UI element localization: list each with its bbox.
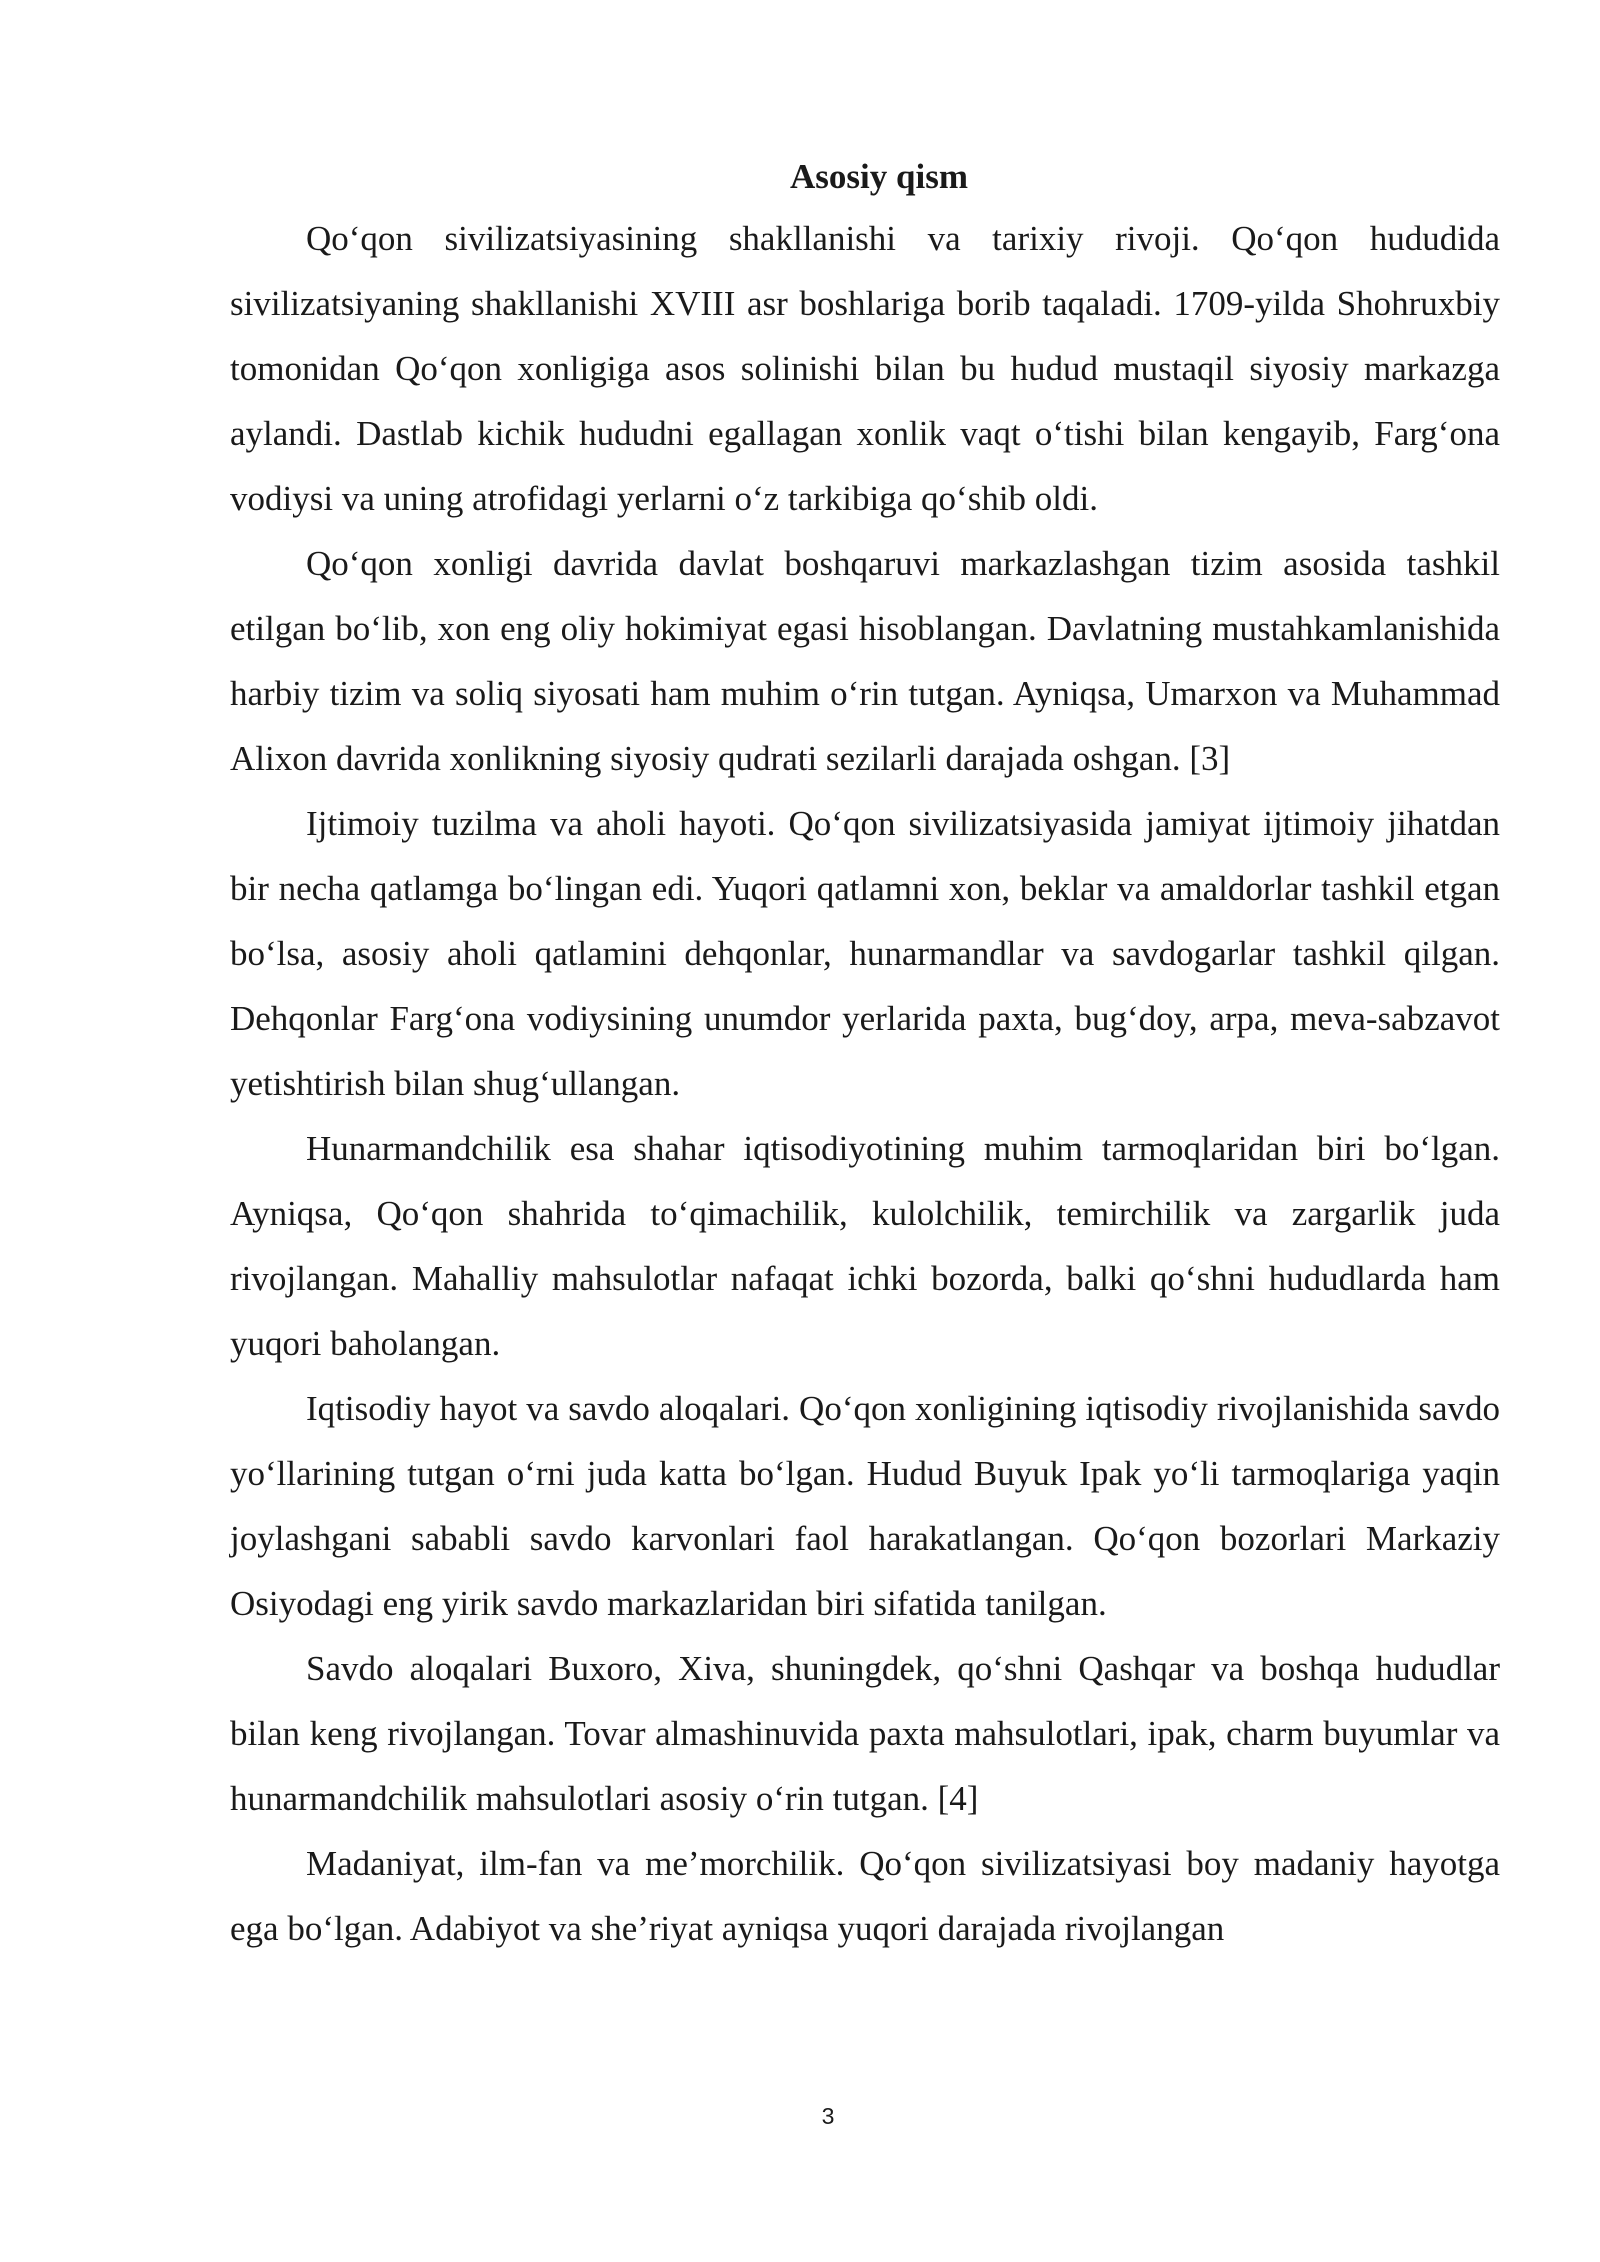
paragraph-1: Qo‘qon sivilizatsiyasining shakllanishi va tarixiy rivoji. Qo‘qon hududida sivilizatsiyaning shakllanishi XVIII asr boshlariga borib taqaladi. 1709-yilda Shohruxbiy tomonidan Qo‘qon xonligiga asos solinishi bilan bu hudud mustaqil siyosiy markazga aylandi. Dastlab kichik hududni egallagan xonlik vaqt o‘tishi bilan kengayib, Farg‘ona vodiysi va uning atrofidagi yerlarni o‘z tarkibiga qo‘shib oldi. [230, 219, 1500, 518]
page-content [230, 148, 1500, 1961]
page-number: 3 [821, 2103, 835, 2129]
paragraph-4: Hunarmandchilik esa shahar iqtisodiyotining muhim tarmoqlaridan biri bo‘lgan. Ayniqsa, Qo‘qon shahrida to‘qimachilik, kulolchilik, temirchilik va zargarlik juda rivojlangan. Mahalliy mahsulotlar nafaqat ichki bozorda, balki qo‘shni hududlarda ham yuqori baholangan. [230, 1129, 1500, 1363]
paragraph-6: Savdo aloqalari Buxoro, Xiva, shuningdek, qo‘shni Qashqar va boshqa hududlar bilan keng rivojlangan. Tovar almashinuvida paxta mahsulotlari, ipak, charm buyumlar va hunarmandchilik mahsulotlari asosiy o‘rin tutgan. [4] [230, 1649, 1500, 1818]
paragraph-3: Ijtimoiy tuzilma va aholi hayoti. Qo‘qon sivilizatsiyasida jamiyat ijtimoiy jihatdan bir necha qatlamga bo‘lingan edi. Yuqori qatlamni xon, beklar va amaldorlar tashkil etgan bo‘lsa, asosiy aholi qatlamini dehqonlar, hunarmandlar va savdogarlar tashkil qilgan. Dehqonlar Farg‘ona vodiysining unumdor yerlarida paxta, bug‘doy, arpa, meva-sabzavot yetishtirish bilan shug‘ullangan. [230, 804, 1500, 1103]
section-heading: Asosiy qism [790, 157, 968, 196]
paragraph-7: Madaniyat, ilm-fan va me’morchilik. Qo‘qon sivilizatsiyasi boy madaniy hayotga ega bo‘lgan. Adabiyot va she’riyat ayniqsa yuqori darajada rivojlangan [230, 1844, 1500, 1948]
paragraph-5: Iqtisodiy hayot va savdo aloqalari. Qo‘qon xonligining iqtisodiy rivojlanishida savdo yo‘llarining tutgan o‘rni juda katta bo‘lgan. Hudud Buyuk Ipak yo‘li tarmoqlariga yaqin joylashgani sababli savdo karvonlari faol harakatlangan. Qo‘qon bozorlari Markaziy Osiyodagi eng yirik savdo markazlaridan biri sifatida tanilgan. [230, 1389, 1500, 1623]
paragraph-2: Qo‘qon xonligi davrida davlat boshqaruvi markazlashgan tizim asosida tashkil etilgan bo‘lib, xon eng oliy hokimiyat egasi hisoblangan. Davlatning mustahkamlanishida harbiy tizim va soliq siyosati ham muhim o‘rin tutgan. Ayniqsa, Umarxon va Muhammad Alixon davrida xonlikning siyosiy qudrati sezilarli darajada oshgan. [3] [230, 544, 1500, 778]
